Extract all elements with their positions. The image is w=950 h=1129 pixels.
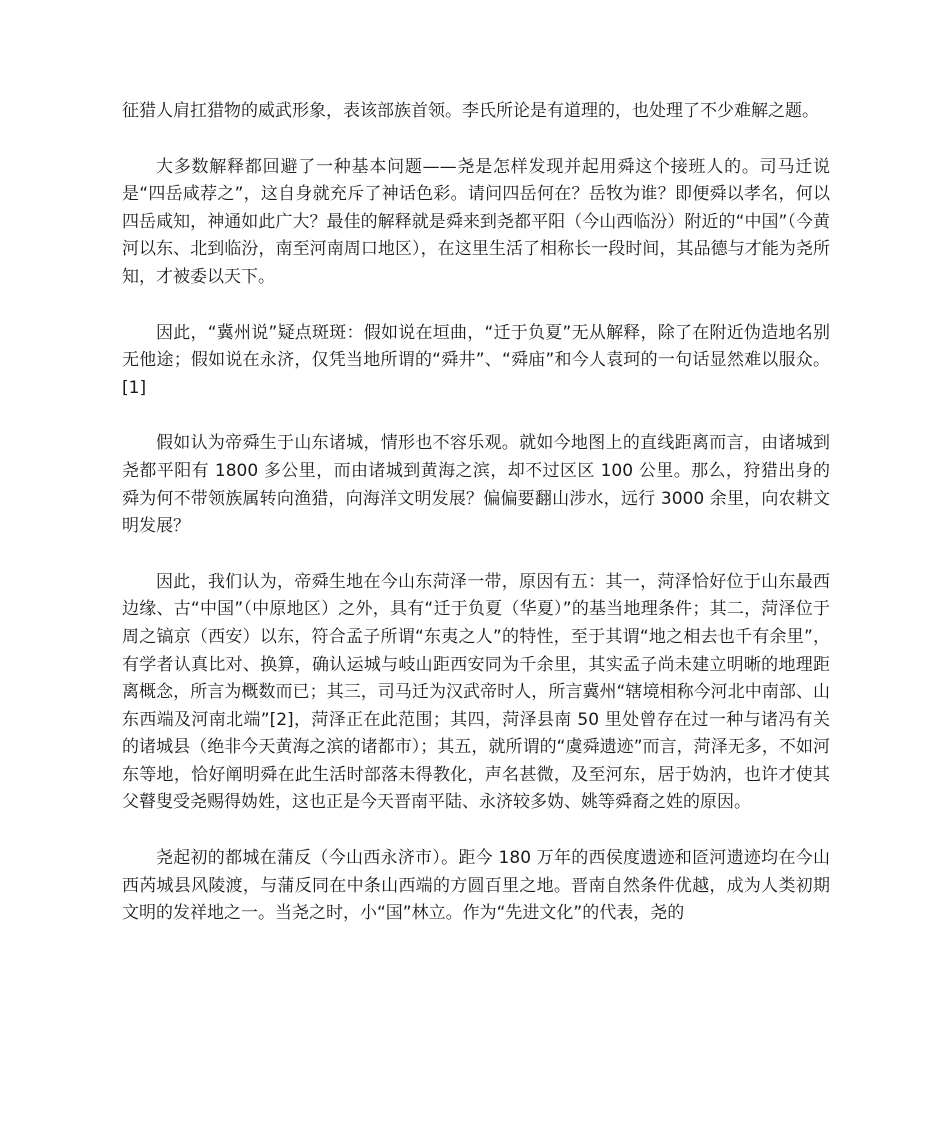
paragraph-3: 因此，“冀州说”疑点斑斑：假如说在垣曲，“迁于负夏”无从解释，除了在附近伪造地名别无他途；假如说在永济，仅凭当地所谓的“舜井”、“舜庙”和今人袁珂的一句话显然难以服众。[1] <box>122 322 830 398</box>
document-page <box>122 98 830 956</box>
paragraph-5: 因此，我们认为，帝舜生地在今山东菏泽一带，原因有五：其一，菏泽恰好位于山东最西边缘、古“中国”（中原地区）之外，具有“迁于负夏（华夏）”的基当地理条件；其二，菏泽位于周之镐京（西安）以东，符合孟子所谓“东夷之人”的特性，至于其谓“地之相去也千有余里”，有学者认真比对、换算，确认运城与岐山距西安同为千余里，其实孟子尚未建立明晰的地理距离概念，所言为概数而已；其三，司马迁为汉武帝时人，所言冀州“辖境相称今河北中南部、山东西端及河南北端”[2]，菏泽正在此范围；其四，菏泽县南 50 里处曾存在过一种与诸冯有关的诸城县（绝非今天黄海之滨的诸都市）；其五，就所谓的“虞舜遗迹”而言，菏泽无多，不如河东等地，恰好阐明舜在此生活时部落未得教化，声名甚微，及至河东，居于妫汭，也许才使其父瞽叟受尧赐得妫姓，这也正是今天晋南平陆、永济较多妫、姚等舜裔之姓的原因。 <box>122 571 830 813</box>
paragraph-4: 假如认为帝舜生于山东诸城，情形也不容乐观。就如今地图上的直线距离而言，由诸城到尧都平阳有 1800 多公里，而由诸城到黄海之滨，却不过区区 100 公里。那么，狩猎出身的舜为何不带领族属转向渔猎，向海洋文明发展？偏偏要翻山涉水，远行 3000 余里，向农耕文明发展？ <box>122 433 830 537</box>
paragraph-2: 大多数解释都回避了一种基本问题——尧是怎样发现并起用舜这个接班人的。司马迁说是“四岳咸荐之”，这自身就充斥了神话色彩。请问四岳何在？岳牧为谁？即便舜以孝名，何以四岳咸知，神通如此广大？最佳的解释就是舜来到尧都平阳（今山西临汾）附近的“中国”（今黄河以东、北到临汾，南至河南周口地区），在这里生活了相称长一段时间，其品德与才能为尧所知，才被委以天下。 <box>122 156 830 287</box>
paragraph-6: 尧起初的都城在蒲反（今山西永济市）。距今 180 万年的西侯度遗迹和匼河遗迹均在今山西芮城县风陵渡，与蒲反同在中条山西端的方圆百里之地。晋南自然条件优越，成为人类初期文明的发祥地之一。当尧之时，小“国”林立。作为“先进文化”的代表，尧的 <box>122 848 830 924</box>
paragraph-1: 征猎人肩扛猎物的威武形象，表该部族首领。李氏所论是有道理的，也处理了不少难解之题。 <box>122 101 819 121</box>
